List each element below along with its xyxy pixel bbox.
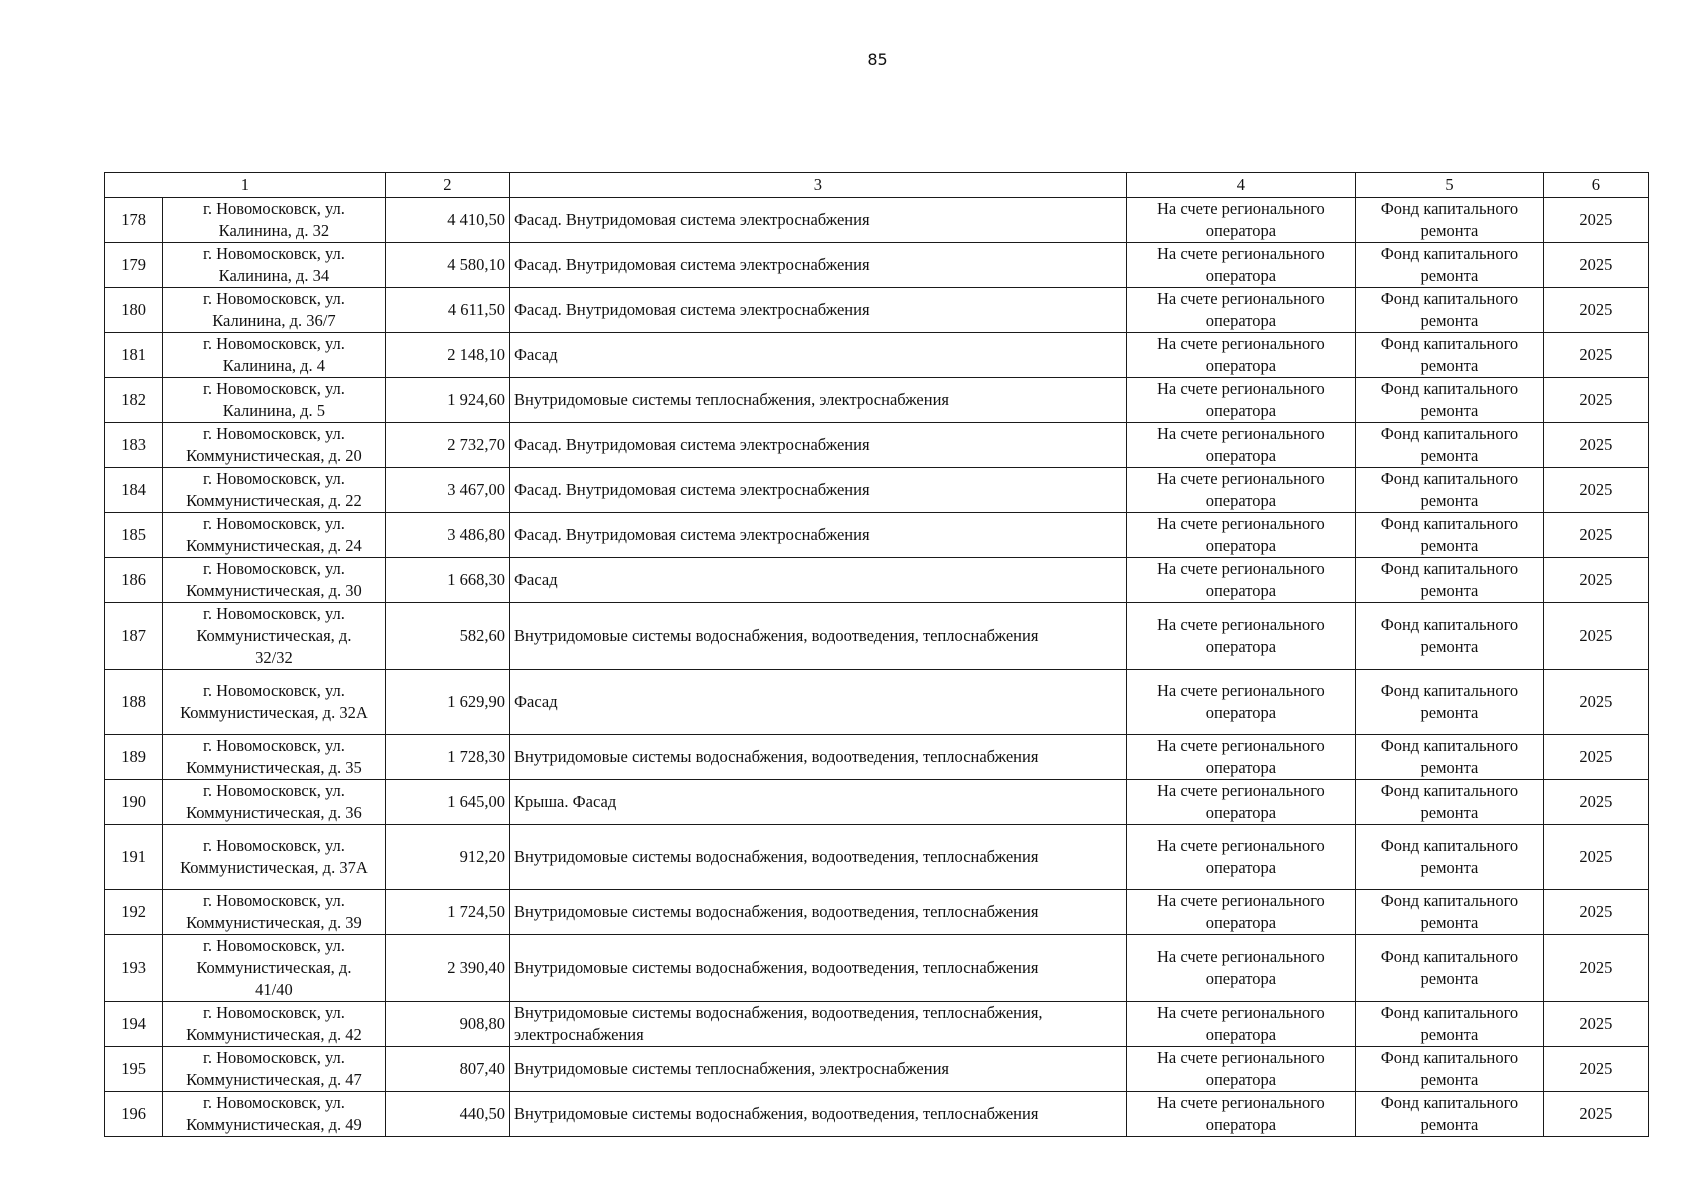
funding-source-cell [1356, 333, 1543, 378]
address-line: Коммунистическая, д. 47 [186, 1070, 362, 1089]
funding-source-cell [1356, 513, 1543, 558]
works-line: Фасад. Внутридомовая система электроснабжения [514, 525, 870, 544]
account-line: На счете регионального [1157, 514, 1325, 533]
area-cell: 4 410,50 [385, 198, 509, 243]
address-line: Коммунистическая, д. 35 [186, 758, 362, 777]
funding-source-cell [1356, 780, 1543, 825]
table-row [105, 288, 1649, 333]
account-line: На счете регионального [1157, 469, 1325, 488]
funding-source-cell [1356, 603, 1543, 670]
account-cell [1126, 333, 1356, 378]
account-cell [1126, 890, 1356, 935]
address-line: Коммунистическая, д. 24 [186, 536, 362, 555]
account-line: оператора [1205, 637, 1277, 656]
year-cell: 2025 [1543, 378, 1648, 423]
area-cell: 807,40 [385, 1047, 509, 1092]
account-line: оператора [1205, 536, 1277, 555]
account-line: На счете регионального [1157, 559, 1325, 578]
funding-line: Фонд капитального [1380, 199, 1519, 218]
funding-source-cell [1356, 288, 1543, 333]
account-line: На счете регионального [1157, 199, 1325, 218]
row-number: 187 [105, 603, 163, 670]
funding-line: Фонд капитального [1380, 736, 1519, 755]
account-cell [1126, 1092, 1356, 1137]
funding-line: ремонта [1420, 491, 1479, 510]
account-cell [1126, 935, 1356, 1002]
table-row [105, 558, 1649, 603]
year-cell: 2025 [1543, 1047, 1648, 1092]
address-line: г. Новомосковск, ул. [202, 469, 345, 488]
row-number: 181 [105, 333, 163, 378]
year-cell: 2025 [1543, 603, 1648, 670]
area-cell: 4 611,50 [385, 288, 509, 333]
header-col-4: 4 [1126, 173, 1356, 198]
address-line: г. Новомосковск, ул. [202, 604, 345, 623]
funding-line: Фонд капитального [1380, 244, 1519, 263]
works-cell [510, 243, 1127, 288]
funding-source-cell [1356, 670, 1543, 735]
account-line: оператора [1205, 311, 1277, 330]
funding-source-cell [1356, 735, 1543, 780]
address-line: Коммунистическая, д. [196, 958, 352, 977]
account-line: На счете регионального [1157, 736, 1325, 755]
table-row [105, 825, 1649, 890]
year-cell: 2025 [1543, 670, 1648, 735]
address-cell [163, 513, 386, 558]
funding-source-cell [1356, 890, 1543, 935]
area-cell: 1 924,60 [385, 378, 509, 423]
address-line: Коммунистическая, д. 36 [186, 803, 362, 822]
works-cell [510, 890, 1127, 935]
funding-line: Фонд капитального [1380, 1003, 1519, 1022]
works-line: Внутридомовые системы водоснабжения, водоотведения, теплоснабжения [514, 1104, 1039, 1123]
year-cell: 2025 [1543, 288, 1648, 333]
works-cell [510, 935, 1127, 1002]
account-cell [1126, 513, 1356, 558]
account-cell [1126, 780, 1356, 825]
funding-line: Фонд капитального [1380, 1048, 1519, 1067]
funding-line: ремонта [1420, 1025, 1479, 1044]
account-cell [1126, 670, 1356, 735]
works-cell [510, 333, 1127, 378]
works-line: Фасад. Внутридомовая система электроснабжения [514, 255, 870, 274]
address-cell [163, 603, 386, 670]
table-row [105, 890, 1649, 935]
address-cell [163, 423, 386, 468]
funding-source-cell [1356, 468, 1543, 513]
address-line: Коммунистическая, д. 42 [186, 1025, 362, 1044]
works-line: Внутридомовые системы водоснабжения, водоотведения, теплоснабжения [514, 626, 1039, 645]
year-cell: 2025 [1543, 513, 1648, 558]
year-cell: 2025 [1543, 1002, 1648, 1047]
area-cell: 2 732,70 [385, 423, 509, 468]
year-cell: 2025 [1543, 780, 1648, 825]
row-number: 189 [105, 735, 163, 780]
table-row [105, 670, 1649, 735]
funding-line: Фонд капитального [1380, 469, 1519, 488]
account-cell [1126, 603, 1356, 670]
funding-line: ремонта [1420, 401, 1479, 420]
table-row [105, 780, 1649, 825]
area-cell: 908,80 [385, 1002, 509, 1047]
works-cell [510, 513, 1127, 558]
address-cell [163, 935, 386, 1002]
table-row [105, 468, 1649, 513]
table-row [105, 423, 1649, 468]
works-line: электроснабжения [514, 1025, 644, 1044]
row-number: 183 [105, 423, 163, 468]
works-cell [510, 423, 1127, 468]
address-line: г. Новомосковск, ул. [202, 199, 345, 218]
works-cell [510, 780, 1127, 825]
funding-line: Фонд капитального [1380, 379, 1519, 398]
address-cell [163, 288, 386, 333]
funding-line: Фонд капитального [1380, 289, 1519, 308]
address-line: г. Новомосковск, ул. [202, 514, 345, 533]
address-cell [163, 890, 386, 935]
funding-line: Фонд капитального [1380, 615, 1519, 634]
address-cell [163, 198, 386, 243]
funding-source-cell [1356, 243, 1543, 288]
account-cell [1126, 423, 1356, 468]
repair-schedule-table [104, 172, 1649, 1137]
funding-line: Фонд капитального [1380, 424, 1519, 443]
address-line: Калинина, д. 32 [218, 221, 330, 240]
funding-source-cell [1356, 935, 1543, 1002]
account-line: оператора [1205, 446, 1277, 465]
year-cell: 2025 [1543, 890, 1648, 935]
address-line: г. Новомосковск, ул. [202, 736, 345, 755]
address-cell [163, 780, 386, 825]
account-line: На счете регионального [1157, 615, 1325, 634]
area-cell: 1 645,00 [385, 780, 509, 825]
funding-line: ремонта [1420, 266, 1479, 285]
row-number: 190 [105, 780, 163, 825]
works-cell [510, 1047, 1127, 1092]
account-line: оператора [1205, 758, 1277, 777]
account-line: оператора [1205, 858, 1277, 877]
row-number: 180 [105, 288, 163, 333]
account-line: оператора [1205, 221, 1277, 240]
account-line: оператора [1205, 1025, 1277, 1044]
funding-line: ремонта [1420, 703, 1479, 722]
account-line: На счете регионального [1157, 891, 1325, 910]
address-line: Коммунистическая, д. 20 [186, 446, 362, 465]
table-row [105, 378, 1649, 423]
header-col-2: 2 [385, 173, 509, 198]
funding-source-cell [1356, 1092, 1543, 1137]
funding-line: Фонд капитального [1380, 781, 1519, 800]
account-line: оператора [1205, 581, 1277, 600]
year-cell: 2025 [1543, 558, 1648, 603]
row-number: 182 [105, 378, 163, 423]
works-line: Внутридомовые системы водоснабжения, водоотведения, теплоснабжения [514, 747, 1039, 766]
address-cell [163, 1002, 386, 1047]
area-cell: 4 580,10 [385, 243, 509, 288]
address-cell [163, 1092, 386, 1137]
address-line: г. Новомосковск, ул. [202, 424, 345, 443]
funding-line: Фонд капитального [1380, 836, 1519, 855]
account-cell [1126, 468, 1356, 513]
address-line: 32/32 [255, 648, 293, 667]
funding-line: ремонта [1420, 913, 1479, 932]
area-cell: 1 724,50 [385, 890, 509, 935]
address-line: Калинина, д. 5 [222, 401, 326, 420]
address-cell [163, 1047, 386, 1092]
works-line: Фасад [514, 692, 558, 711]
table-row [105, 1092, 1649, 1137]
funding-line: Фонд капитального [1380, 1093, 1519, 1112]
funding-line: ремонта [1420, 221, 1479, 240]
funding-line: ремонта [1420, 637, 1479, 656]
account-line: оператора [1205, 1115, 1277, 1134]
year-cell: 2025 [1543, 198, 1648, 243]
area-cell: 582,60 [385, 603, 509, 670]
year-cell: 2025 [1543, 1092, 1648, 1137]
area-cell: 3 467,00 [385, 468, 509, 513]
funding-line: Фонд капитального [1380, 559, 1519, 578]
account-cell [1126, 288, 1356, 333]
funding-line: ремонта [1420, 969, 1479, 988]
works-line: Фасад. Внутридомовая система электроснабжения [514, 210, 870, 229]
funding-line: Фонд капитального [1380, 947, 1519, 966]
header-col-6: 6 [1543, 173, 1648, 198]
year-cell: 2025 [1543, 333, 1648, 378]
works-line: Фасад. Внутридомовая система электроснабжения [514, 300, 870, 319]
row-number: 185 [105, 513, 163, 558]
row-number: 184 [105, 468, 163, 513]
row-number: 191 [105, 825, 163, 890]
account-line: На счете регионального [1157, 836, 1325, 855]
year-cell: 2025 [1543, 468, 1648, 513]
account-line: оператора [1205, 266, 1277, 285]
funding-source-cell [1356, 825, 1543, 890]
table-row [105, 603, 1649, 670]
header-row [105, 173, 1649, 198]
works-line: Внутридомовые системы водоснабжения, водоотведения, теплоснабжения [514, 847, 1039, 866]
account-cell [1126, 1047, 1356, 1092]
account-line: На счете регионального [1157, 681, 1325, 700]
account-line: На счете регионального [1157, 379, 1325, 398]
area-cell: 440,50 [385, 1092, 509, 1137]
funding-line: ремонта [1420, 1070, 1479, 1089]
works-cell [510, 288, 1127, 333]
address-line: г. Новомосковск, ул. [202, 379, 345, 398]
table-row [105, 198, 1649, 243]
address-line: г. Новомосковск, ул. [202, 244, 345, 263]
area-cell: 912,20 [385, 825, 509, 890]
account-cell [1126, 558, 1356, 603]
works-cell [510, 603, 1127, 670]
account-cell [1126, 243, 1356, 288]
works-line: Внутридомовые системы водоснабжения, водоотведения, теплоснабжения [514, 958, 1039, 977]
table-row [105, 513, 1649, 558]
works-cell [510, 378, 1127, 423]
table-row [105, 935, 1649, 1002]
area-cell: 2 390,40 [385, 935, 509, 1002]
works-cell [510, 468, 1127, 513]
row-number: 179 [105, 243, 163, 288]
funding-line: Фонд капитального [1380, 334, 1519, 353]
row-number: 186 [105, 558, 163, 603]
works-line: Внутридомовые системы теплоснабжения, электроснабжения [514, 1059, 950, 1078]
address-line: г. Новомосковск, ул. [202, 1003, 345, 1022]
address-line: Коммунистическая, д. 39 [186, 913, 362, 932]
works-line: Крыша. Фасад [514, 792, 617, 811]
account-cell [1126, 198, 1356, 243]
row-number: 192 [105, 890, 163, 935]
funding-line: Фонд капитального [1380, 514, 1519, 533]
address-line: Коммунистическая, д. 32А [180, 703, 368, 722]
address-cell [163, 333, 386, 378]
table-row [105, 1047, 1649, 1092]
funding-line: Фонд капитального [1380, 891, 1519, 910]
funding-line: ремонта [1420, 311, 1479, 330]
header-col-5: 5 [1356, 173, 1543, 198]
address-line: г. Новомосковск, ул. [202, 681, 345, 700]
account-line: На счете регионального [1157, 244, 1325, 263]
address-line: Калинина, д. 34 [218, 266, 330, 285]
address-line: г. Новомосковск, ул. [202, 836, 345, 855]
row-number: 193 [105, 935, 163, 1002]
table-row [105, 333, 1649, 378]
table-row [105, 243, 1649, 288]
funding-line: Фонд капитального [1380, 681, 1519, 700]
funding-line: ремонта [1420, 803, 1479, 822]
row-number: 194 [105, 1002, 163, 1047]
address-line: Коммунистическая, д. 22 [186, 491, 362, 510]
funding-line: ремонта [1420, 758, 1479, 777]
header-col-1: 1 [105, 173, 386, 198]
row-number: 196 [105, 1092, 163, 1137]
year-cell: 2025 [1543, 935, 1648, 1002]
funding-line: ремонта [1420, 1115, 1479, 1134]
funding-line: ремонта [1420, 536, 1479, 555]
address-line: Коммунистическая, д. [196, 626, 352, 645]
funding-line: ремонта [1420, 356, 1479, 375]
row-number: 188 [105, 670, 163, 735]
address-line: г. Новомосковск, ул. [202, 1093, 345, 1112]
year-cell: 2025 [1543, 735, 1648, 780]
works-cell [510, 825, 1127, 890]
address-cell [163, 558, 386, 603]
area-cell: 2 148,10 [385, 333, 509, 378]
account-line: На счете регионального [1157, 781, 1325, 800]
works-cell [510, 1092, 1127, 1137]
works-line: Внутридомовые системы водоснабжения, водоотведения, теплоснабжения, [514, 1003, 1043, 1022]
account-line: На счете регионального [1157, 1093, 1325, 1112]
area-cell: 1 668,30 [385, 558, 509, 603]
address-cell [163, 735, 386, 780]
works-line: Внутридомовые системы водоснабжения, водоотведения, теплоснабжения [514, 902, 1039, 921]
works-line: Внутридомовые системы теплоснабжения, электроснабжения [514, 390, 950, 409]
address-line: 41/40 [255, 980, 293, 999]
funding-source-cell [1356, 558, 1543, 603]
area-cell: 3 486,80 [385, 513, 509, 558]
account-line: оператора [1205, 703, 1277, 722]
funding-line: ремонта [1420, 446, 1479, 465]
address-line: Коммунистическая, д. 30 [186, 581, 362, 600]
account-line: оператора [1205, 803, 1277, 822]
account-line: На счете регионального [1157, 334, 1325, 353]
row-number: 178 [105, 198, 163, 243]
account-line: оператора [1205, 913, 1277, 932]
account-cell [1126, 735, 1356, 780]
header-col-3: 3 [510, 173, 1127, 198]
works-cell [510, 1002, 1127, 1047]
address-line: г. Новомосковск, ул. [202, 781, 345, 800]
funding-source-cell [1356, 198, 1543, 243]
account-line: На счете регионального [1157, 947, 1325, 966]
account-line: На счете регионального [1157, 289, 1325, 308]
account-cell [1126, 378, 1356, 423]
table-row [105, 735, 1649, 780]
account-line: оператора [1205, 401, 1277, 420]
works-line: Фасад. Внутридомовая система электроснабжения [514, 480, 870, 499]
page-number: 85 [867, 50, 888, 69]
works-cell [510, 735, 1127, 780]
works-cell [510, 198, 1127, 243]
row-number: 195 [105, 1047, 163, 1092]
account-line: оператора [1205, 969, 1277, 988]
account-cell [1126, 825, 1356, 890]
table-row [105, 1002, 1649, 1047]
works-line: Фасад [514, 345, 558, 364]
address-cell [163, 468, 386, 513]
address-cell [163, 243, 386, 288]
address-line: г. Новомосковск, ул. [202, 334, 345, 353]
works-cell [510, 558, 1127, 603]
works-cell [510, 670, 1127, 735]
account-line: оператора [1205, 356, 1277, 375]
works-line: Фасад. Внутридомовая система электроснабжения [514, 435, 870, 454]
address-line: Калинина, д. 4 [222, 356, 326, 375]
year-cell: 2025 [1543, 825, 1648, 890]
account-line: На счете регионального [1157, 1048, 1325, 1067]
address-cell [163, 825, 386, 890]
account-line: На счете регионального [1157, 1003, 1325, 1022]
funding-source-cell [1356, 1047, 1543, 1092]
address-line: Коммунистическая, д. 49 [186, 1115, 362, 1134]
address-cell [163, 378, 386, 423]
area-cell: 1 629,90 [385, 670, 509, 735]
account-line: оператора [1205, 1070, 1277, 1089]
year-cell: 2025 [1543, 243, 1648, 288]
funding-line: ремонта [1420, 581, 1479, 600]
address-line: г. Новомосковск, ул. [202, 936, 345, 955]
area-cell: 1 728,30 [385, 735, 509, 780]
address-line: Калинина, д. 36/7 [212, 311, 336, 330]
address-cell [163, 670, 386, 735]
address-line: г. Новомосковск, ул. [202, 1048, 345, 1067]
address-line: г. Новомосковск, ул. [202, 891, 345, 910]
funding-line: ремонта [1420, 858, 1479, 877]
funding-source-cell [1356, 423, 1543, 468]
year-cell: 2025 [1543, 423, 1648, 468]
address-line: г. Новомосковск, ул. [202, 559, 345, 578]
account-cell [1126, 1002, 1356, 1047]
works-line: Фасад [514, 570, 558, 589]
address-line: г. Новомосковск, ул. [202, 289, 345, 308]
funding-source-cell [1356, 1002, 1543, 1047]
account-line: оператора [1205, 491, 1277, 510]
address-line: Коммунистическая, д. 37А [180, 858, 368, 877]
account-line: На счете регионального [1157, 424, 1325, 443]
funding-source-cell [1356, 378, 1543, 423]
